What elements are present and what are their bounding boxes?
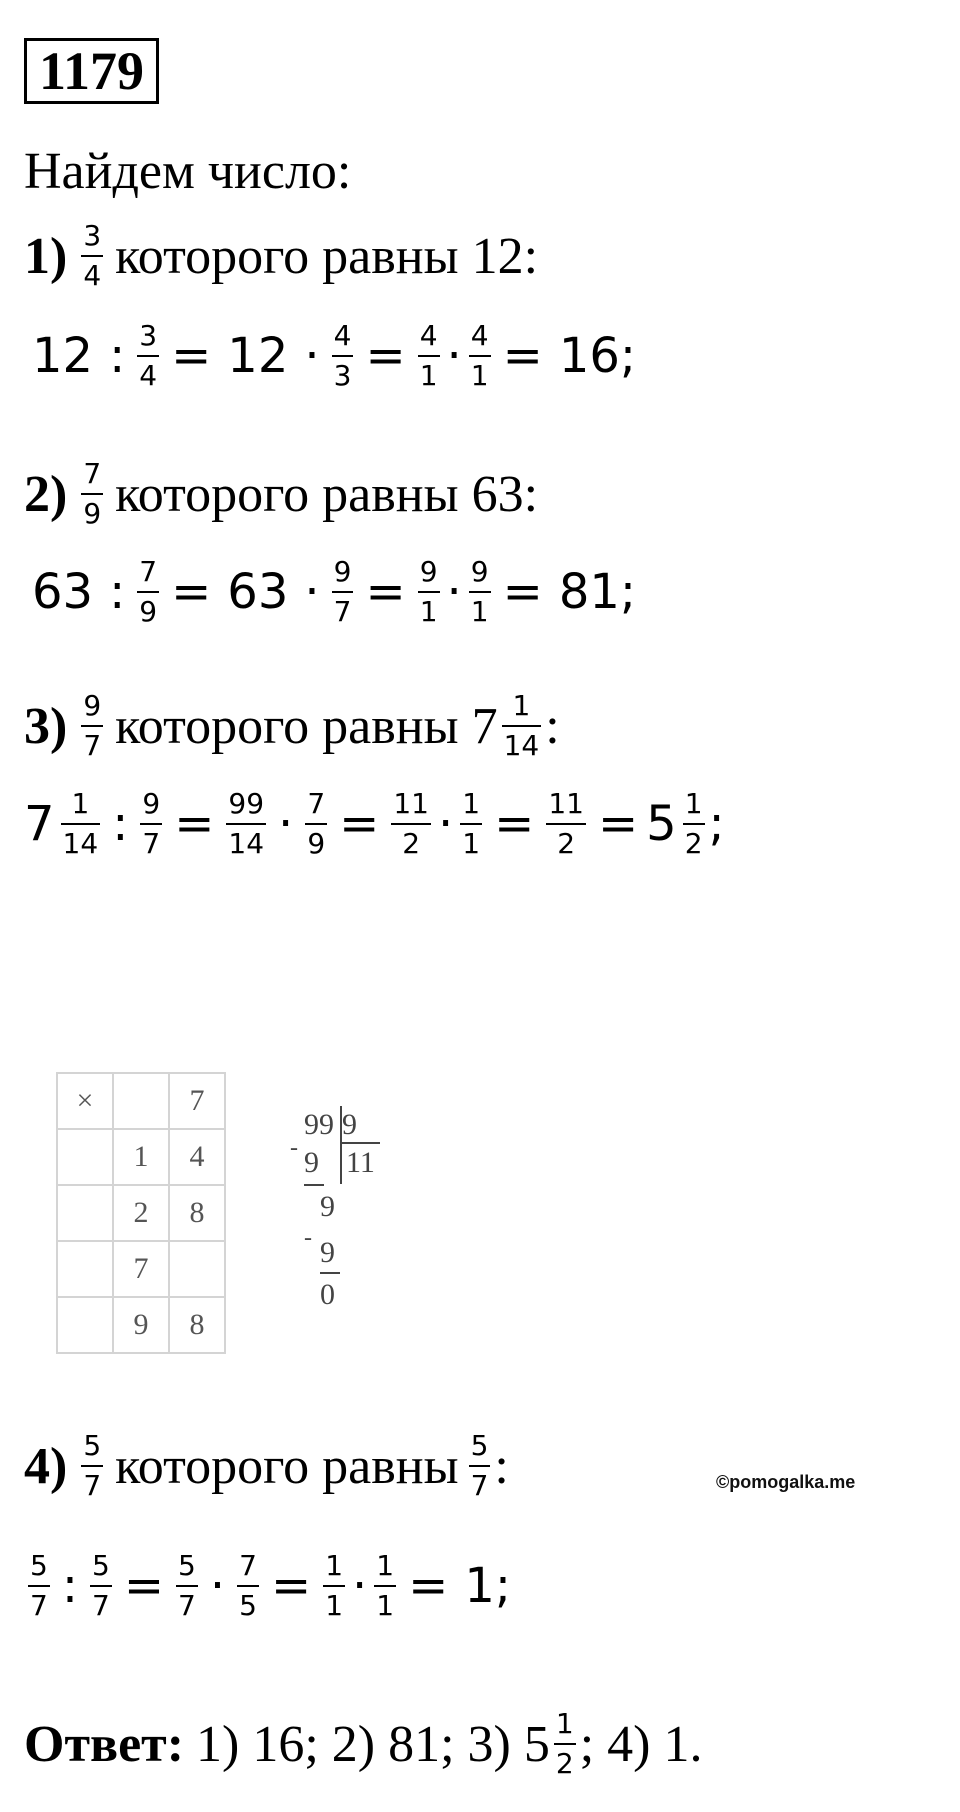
divide-sign: : bbox=[112, 796, 129, 852]
multiply-sign: · bbox=[446, 564, 462, 620]
fraction: $\frac{3}{4}$ bbox=[139, 319, 158, 392]
task-label: 1) bbox=[24, 227, 68, 285]
minus-sign: - bbox=[304, 1225, 312, 1251]
grid-cell: 4 bbox=[169, 1129, 225, 1185]
multiply-sign: · bbox=[209, 1558, 226, 1614]
task-4-statement bbox=[24, 1429, 509, 1502]
fraction: $\frac{4}{1}$ bbox=[470, 319, 489, 392]
remainder: 0 bbox=[320, 1278, 335, 1311]
answer-line bbox=[24, 1707, 703, 1780]
equals-sign: = bbox=[270, 1558, 312, 1614]
division-bar-vertical bbox=[340, 1106, 342, 1184]
grid-cell: 9 bbox=[113, 1297, 169, 1353]
fraction: $\frac{5}{7}$ bbox=[178, 1549, 196, 1622]
fraction: $\frac{9}{1}$ bbox=[470, 555, 489, 628]
problem-number: 1179 bbox=[24, 38, 159, 104]
result: 81; bbox=[558, 564, 637, 620]
fraction: $\frac{5}{7}$ bbox=[83, 1429, 102, 1502]
subtract-line bbox=[304, 1184, 324, 1186]
multiply-sign: · bbox=[278, 796, 294, 852]
mixed-number: 5 $\frac{1}{2}$ bbox=[646, 787, 703, 860]
divide-sign: : bbox=[109, 328, 126, 384]
fraction: $\frac{1}{1}$ bbox=[376, 1549, 395, 1622]
equals-sign: = bbox=[408, 1558, 449, 1614]
multiply-sign: · bbox=[304, 564, 320, 620]
fraction: $\frac{99}{14}$ bbox=[228, 787, 265, 860]
equals-sign: = bbox=[174, 796, 215, 852]
multiply-sign-cell: × bbox=[57, 1073, 113, 1129]
task-text: которого равны 7 bbox=[115, 697, 498, 755]
fraction: $\frac{5}{7}$ bbox=[92, 1549, 110, 1622]
divide-sign: : bbox=[109, 564, 126, 620]
number: 12 bbox=[32, 328, 94, 384]
task-label: 3) bbox=[24, 697, 68, 755]
dividend: 99 bbox=[304, 1108, 334, 1141]
subtract-line bbox=[320, 1272, 340, 1274]
minus-sign: - bbox=[290, 1135, 298, 1161]
multiply-sign: · bbox=[352, 1558, 368, 1614]
fraction: $\frac{1}{1}$ bbox=[325, 1549, 344, 1622]
fraction: $\frac{1}{14}$ bbox=[503, 689, 540, 762]
grid-cell bbox=[57, 1129, 113, 1185]
grid-cell: 1 bbox=[113, 1129, 169, 1185]
answer-text-end: ; 4) 1. bbox=[579, 1715, 703, 1773]
task-text: которого равны 12: bbox=[115, 227, 539, 285]
multiply-sign: · bbox=[304, 328, 320, 384]
equals-sign: = bbox=[123, 1558, 165, 1614]
fraction: $\frac{5}{7}$ bbox=[470, 1429, 489, 1502]
fraction: $\frac{11}{2}$ bbox=[393, 787, 429, 860]
divisor: 9 bbox=[342, 1108, 357, 1141]
fraction: $\frac{9}{7}$ bbox=[142, 787, 161, 860]
division-bar-horizontal bbox=[340, 1142, 380, 1144]
answer-text: 1) 16; 2) 81; 3) 5 bbox=[196, 1715, 550, 1773]
grid-cell: 2 bbox=[113, 1185, 169, 1241]
grid-cell bbox=[113, 1073, 169, 1129]
equals-sign: = bbox=[171, 564, 212, 620]
result: 16; bbox=[558, 328, 637, 384]
grid-cell bbox=[57, 1297, 113, 1353]
semicolon: ; bbox=[708, 796, 725, 852]
grid-cell bbox=[57, 1185, 113, 1241]
grid-cell bbox=[57, 1241, 113, 1297]
task-4-equation bbox=[24, 1549, 519, 1622]
quotient: 11 bbox=[346, 1146, 375, 1179]
grid-cell: 8 bbox=[169, 1297, 225, 1353]
equals-sign: = bbox=[502, 328, 543, 384]
task-3-equation bbox=[24, 787, 725, 860]
equals-sign: = bbox=[597, 796, 639, 852]
result: 1; bbox=[464, 1558, 512, 1614]
fraction: $\frac{9}{1}$ bbox=[419, 555, 438, 628]
multiply-sign: · bbox=[438, 796, 454, 852]
equals-sign: = bbox=[365, 328, 406, 384]
task-3-statement bbox=[24, 689, 560, 762]
grid-cell: 7 bbox=[113, 1241, 169, 1297]
watermark: ©pomogalka.me bbox=[716, 1472, 856, 1492]
fraction: $\frac{1}{1}$ bbox=[462, 787, 481, 860]
colon: : bbox=[494, 1437, 509, 1495]
multiplication-grid bbox=[56, 1072, 226, 1354]
grid-cell: 7 bbox=[169, 1073, 225, 1129]
equals-sign: = bbox=[339, 796, 380, 852]
colon: : bbox=[545, 697, 560, 755]
fraction: $\frac{3}{4}$ bbox=[83, 219, 102, 292]
fraction: $\frac{5}{7}$ bbox=[30, 1549, 48, 1622]
equals-sign: = bbox=[171, 328, 212, 384]
number: 12 bbox=[227, 328, 289, 384]
task-text: которого равны 63: bbox=[115, 465, 539, 523]
mixed-number: 7 $\frac{1}{14}$ bbox=[24, 787, 99, 860]
task-text: которого равны bbox=[115, 1437, 459, 1495]
equals-sign: = bbox=[502, 564, 543, 620]
multiply-sign: · bbox=[446, 328, 462, 384]
equals-sign: = bbox=[494, 796, 535, 852]
fraction: $\frac{1}{2}$ bbox=[555, 1707, 574, 1780]
fraction: $\frac{11}{2}$ bbox=[548, 787, 584, 860]
fraction: $\frac{7}{9}$ bbox=[83, 457, 102, 530]
equals-sign: = bbox=[365, 564, 406, 620]
fraction: $\frac{9}{7}$ bbox=[333, 555, 352, 628]
number: 63 bbox=[227, 564, 289, 620]
divide-sign: : bbox=[61, 1558, 78, 1614]
fraction: $\frac{9}{7}$ bbox=[83, 689, 102, 762]
task-1-statement bbox=[24, 219, 539, 292]
task-label: 2) bbox=[24, 465, 68, 523]
fraction: $\frac{4}{1}$ bbox=[419, 319, 438, 392]
task-2-equation bbox=[24, 555, 644, 628]
task-label: 4) bbox=[24, 1437, 68, 1495]
number: 63 bbox=[32, 564, 94, 620]
fraction: $\frac{7}{9}$ bbox=[139, 555, 158, 628]
fraction: $\frac{4}{3}$ bbox=[333, 319, 352, 392]
subtrahend: 9 bbox=[304, 1146, 319, 1179]
fraction: $\frac{7}{5}$ bbox=[239, 1549, 257, 1622]
answer-label: Ответ: bbox=[24, 1715, 185, 1773]
task-1-equation bbox=[24, 319, 644, 392]
fraction: $\frac{7}{9}$ bbox=[307, 787, 326, 860]
subtrahend: 9 bbox=[320, 1236, 335, 1269]
intro-text: Найдем число: bbox=[24, 143, 352, 200]
task-2-statement bbox=[24, 457, 539, 530]
grid-cell bbox=[169, 1241, 225, 1297]
remainder: 9 bbox=[320, 1190, 335, 1223]
grid-cell: 8 bbox=[169, 1185, 225, 1241]
